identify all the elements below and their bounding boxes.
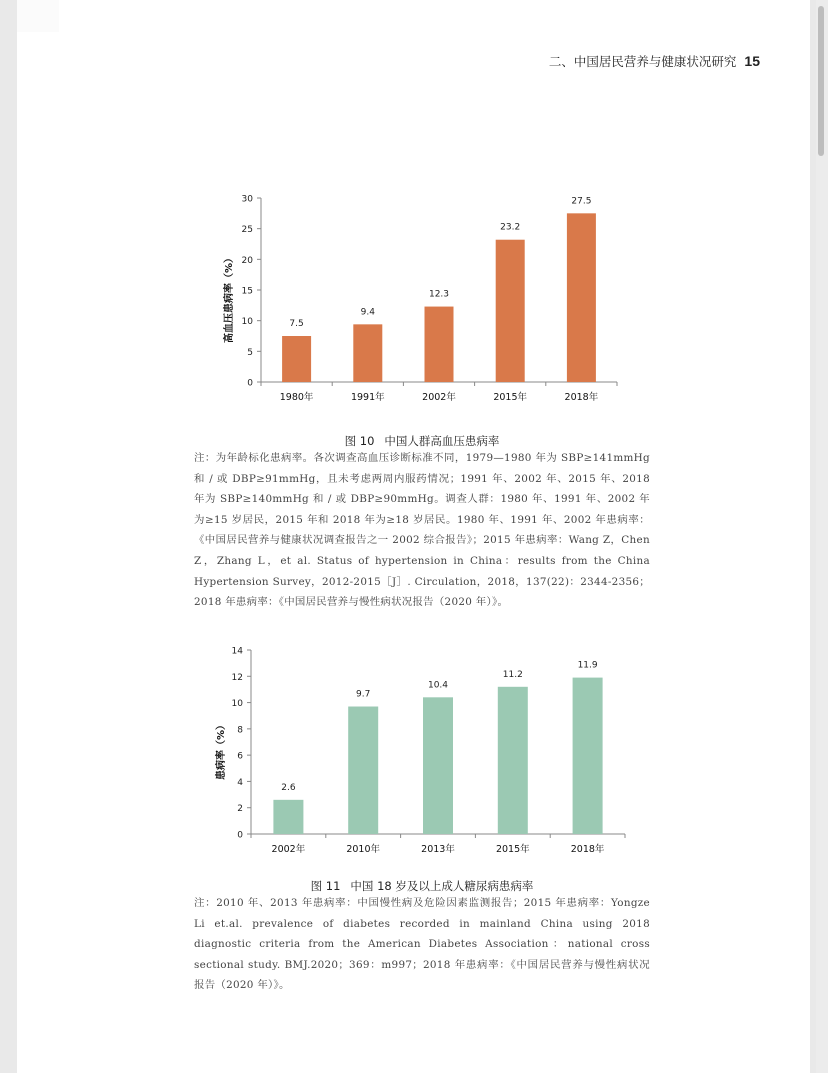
bar-value-label: 11.2 bbox=[502, 669, 523, 680]
figure-11-note: 注：2010 年、2013 年患病率：中国慢性病及危险因素监测报告；2015 年患病率：Yongze Li et.al. prevalence of diabetes recorded in mainland China using 2018 diagnostic criteria from the American Diabetes Association：national cross sectional study. BMJ.2020；369：m997；2018 年患病率：《中国居民营养与慢性病状况报告（2020 年）》。 bbox=[194, 897, 650, 992]
bar-value-label: 12.3 bbox=[428, 289, 450, 300]
x-tick-label: 2018年 bbox=[570, 844, 605, 855]
figure-10-caption bbox=[194, 433, 650, 449]
bar-value-label: 23.2 bbox=[500, 222, 521, 233]
y-tick-label: 15 bbox=[241, 286, 253, 297]
y-tick-label: 0 bbox=[247, 378, 253, 389]
y-tick-label: 8 bbox=[237, 725, 243, 736]
running-head-section: 二、中国居民营养与健康状况研究 bbox=[548, 54, 737, 69]
bar-value-label: 2.6 bbox=[281, 782, 296, 793]
x-tick-label: 2010年 bbox=[346, 844, 381, 855]
bar-value-label: 9.4 bbox=[360, 307, 375, 318]
bar bbox=[273, 800, 303, 834]
y-tick-label: 2 bbox=[237, 804, 243, 815]
bar bbox=[353, 324, 382, 382]
figure-10-number: 图 10 bbox=[344, 434, 375, 448]
bar bbox=[498, 687, 528, 834]
y-tick-label: 6 bbox=[237, 751, 243, 762]
x-tick-label: 1991年 bbox=[350, 392, 385, 403]
figure-11-number: 图 11 bbox=[310, 879, 341, 893]
bar-value-label: 11.9 bbox=[577, 660, 598, 671]
scrollbar-track[interactable] bbox=[816, 0, 828, 1073]
figure-10-title: 中国人群高血压患病率 bbox=[384, 434, 500, 448]
bar-value-label: 10.4 bbox=[427, 680, 449, 691]
diabetes-bar-chart bbox=[0, 640, 828, 860]
y-axis-title: 患病率（%） bbox=[216, 719, 227, 781]
x-tick-label: 2002年 bbox=[422, 392, 456, 403]
bar bbox=[425, 307, 454, 382]
y-tick-label: 10 bbox=[241, 317, 253, 328]
y-tick-label: 5 bbox=[247, 347, 253, 358]
x-tick-label: 2015年 bbox=[493, 392, 528, 403]
y-tick-label: 20 bbox=[241, 255, 253, 266]
y-tick-label: 0 bbox=[237, 830, 243, 841]
y-tick-label: 30 bbox=[241, 194, 253, 205]
bar bbox=[348, 707, 378, 834]
bar-value-label: 7.5 bbox=[289, 319, 304, 329]
figure-11-caption bbox=[194, 878, 650, 894]
bar-value-label: 9.7 bbox=[356, 689, 371, 700]
page-number: 15 bbox=[744, 53, 760, 69]
x-tick-label: 2002年 bbox=[271, 844, 306, 855]
y-tick-label: 12 bbox=[231, 672, 243, 683]
y-tick-label: 14 bbox=[231, 646, 243, 657]
figure-10-note: 注：为年龄标化患病率。各次调查高血压诊断标准不同，1979—1980 年为 SBP≥141mmHg 和 / 或 DBP≥91mmHg，且未考虑两周内服药情况；1991 年、2002 年、2015 年、2018 年为 SBP≥140mmHg 和 / 或 DBP≥90mmHg。调查人群：1980 年、1991 年、2002 年为≥15 岁居民，2015 年和 2018 年为≥18 岁居民。1980 年、1991 年、2002 年患病率：《中国居民营养与健康状况调查报告之一 2002 综合报告》；2015 年患病率：Wang Z，Chen Z，Zhang L，et al. Status of hypertension in China：results from the China Hypertension Survey，2012-2015［J］. Circulation，2018，137(22)：2344-2356；2018 年患病率：《中国居民营养与慢性病状况报告（2020 年）》。 bbox=[194, 452, 650, 609]
bar bbox=[282, 336, 311, 382]
bar bbox=[567, 213, 596, 382]
x-tick-label: 1980年 bbox=[279, 392, 314, 403]
bar bbox=[496, 240, 525, 382]
x-tick-label: 2015年 bbox=[495, 844, 530, 855]
x-tick-label: 2018年 bbox=[564, 392, 599, 403]
page-corner-mark bbox=[17, 0, 59, 32]
y-tick-label: 4 bbox=[237, 777, 243, 788]
figure-11-title: 中国 18 岁及以上成人糖尿病患病率 bbox=[350, 879, 534, 893]
hypertension-bar-chart bbox=[0, 185, 828, 410]
bar bbox=[573, 678, 603, 834]
y-axis-title: 高血压患病率（%） bbox=[224, 252, 235, 344]
x-tick-label: 2013年 bbox=[421, 844, 455, 855]
scrollbar-thumb[interactable] bbox=[818, 6, 824, 156]
y-tick-label: 10 bbox=[231, 699, 243, 710]
y-tick-label: 25 bbox=[241, 225, 253, 236]
running-head bbox=[430, 52, 760, 70]
bar-value-label: 27.5 bbox=[571, 196, 592, 207]
bar bbox=[423, 697, 453, 834]
